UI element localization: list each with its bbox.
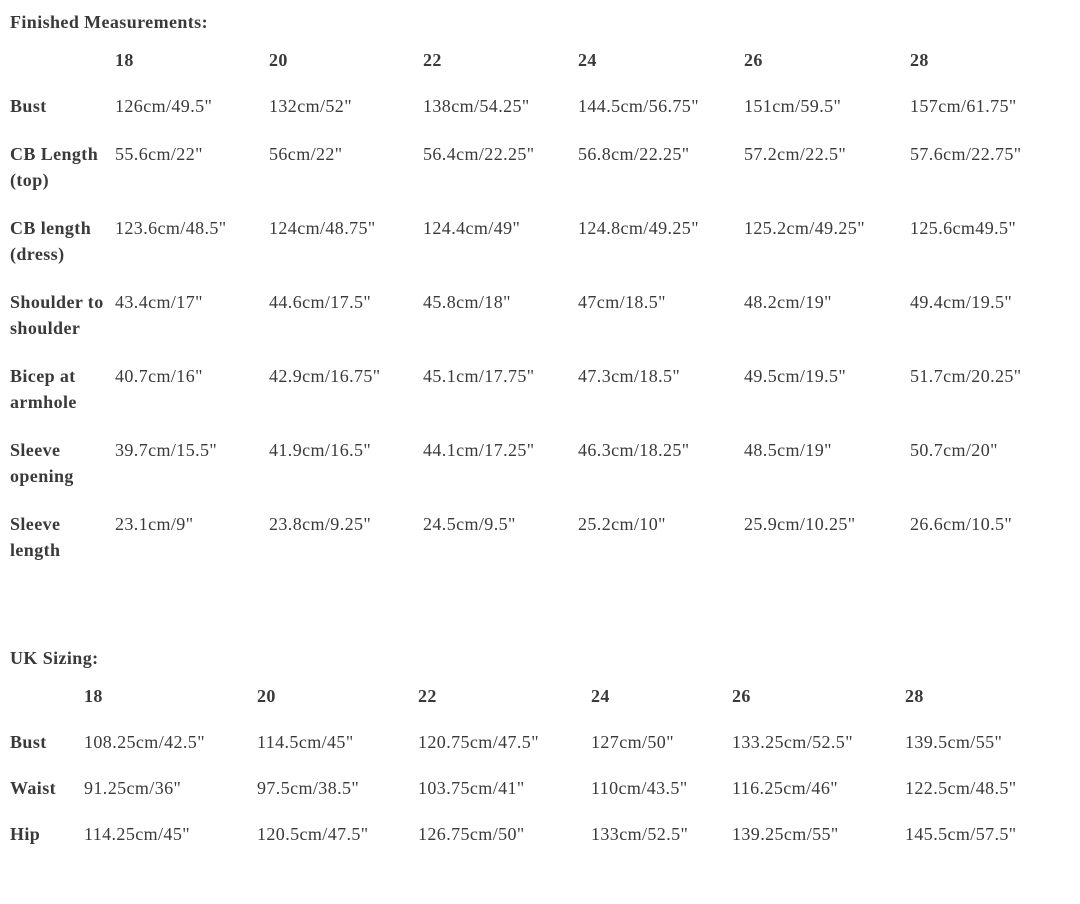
size-header: 20 <box>257 686 276 706</box>
table-row <box>10 141 1070 215</box>
measurement-cell: 144.5cm/56.75" <box>578 96 699 116</box>
size-header: 24 <box>591 686 610 706</box>
measurement-cell: 45.8cm/18" <box>423 292 511 312</box>
measurement-cell: 139.5cm/55" <box>905 732 1003 752</box>
measurement-cell: 145.5cm/57.5" <box>905 824 1017 844</box>
measurement-cell: 126cm/49.5" <box>115 96 213 116</box>
measurement-cell: 47cm/18.5" <box>578 292 666 312</box>
size-header: 22 <box>418 686 437 706</box>
row-label: Bicep at armhole <box>10 366 77 412</box>
measurement-cell: 125.2cm/49.25" <box>744 218 865 238</box>
table-row <box>10 775 1070 821</box>
measurement-cell: 126.75cm/50" <box>418 824 525 844</box>
row-label: Shoulder to shoulder <box>10 292 104 338</box>
measurement-cell: 127cm/50" <box>591 732 674 752</box>
measurement-cell: 157cm/61.75" <box>910 96 1017 116</box>
size-header: 18 <box>115 50 134 70</box>
measurement-cell: 97.5cm/38.5" <box>257 778 360 798</box>
size-header: 26 <box>732 686 751 706</box>
row-label: Bust <box>10 96 47 116</box>
measurement-cell: 49.4cm/19.5" <box>910 292 1013 312</box>
row-label: Waist <box>10 778 57 798</box>
measurement-cell: 56.8cm/22.25" <box>578 144 690 164</box>
table-row <box>10 511 1070 585</box>
measurement-cell: 41.9cm/16.5" <box>269 440 372 460</box>
row-label: CB Length (top) <box>10 144 99 190</box>
finished-measurements-heading: Finished Measurements: <box>10 12 208 32</box>
measurement-cell: 48.2cm/19" <box>744 292 832 312</box>
measurement-cell: 23.8cm/9.25" <box>269 514 372 534</box>
measurement-cell: 56.4cm/22.25" <box>423 144 535 164</box>
measurement-cell: 108.25cm/42.5" <box>84 732 205 752</box>
measurement-cell: 138cm/54.25" <box>423 96 530 116</box>
measurement-cell: 26.6cm/10.5" <box>910 514 1013 534</box>
size-header-row <box>10 47 1070 93</box>
measurement-cell: 44.1cm/17.25" <box>423 440 535 460</box>
corner-cell <box>10 47 115 93</box>
measurement-cell: 48.5cm/19" <box>744 440 832 460</box>
measurement-cell: 25.2cm/10" <box>578 514 666 534</box>
measurement-cell: 57.6cm/22.75" <box>910 144 1022 164</box>
size-header: 18 <box>84 686 103 706</box>
row-label: Hip <box>10 824 41 844</box>
table-row <box>10 821 1070 867</box>
measurement-cell: 49.5cm/19.5" <box>744 366 847 386</box>
measurement-cell: 24.5cm/9.5" <box>423 514 516 534</box>
table-row <box>10 437 1070 511</box>
measurement-cell: 91.25cm/36" <box>84 778 182 798</box>
table-row <box>10 289 1070 363</box>
measurement-cell: 56cm/22" <box>269 144 343 164</box>
measurement-cell: 47.3cm/18.5" <box>578 366 681 386</box>
row-label: Bust <box>10 732 47 752</box>
measurement-cell: 44.6cm/17.5" <box>269 292 372 312</box>
measurement-cell: 123.6cm/48.5" <box>115 218 227 238</box>
measurement-cell: 132cm/52" <box>269 96 352 116</box>
measurement-cell: 124.4cm/49" <box>423 218 521 238</box>
table-row <box>10 363 1070 437</box>
table-row <box>10 215 1070 289</box>
measurement-cell: 122.5cm/48.5" <box>905 778 1017 798</box>
measurement-cell: 133cm/52.5" <box>591 824 689 844</box>
size-header: 24 <box>578 50 597 70</box>
row-label: Sleeve opening <box>10 440 74 486</box>
measurement-cell: 43.4cm/17" <box>115 292 203 312</box>
measurement-cell: 110cm/43.5" <box>591 778 688 798</box>
table-row <box>10 93 1070 141</box>
size-header: 28 <box>910 50 929 70</box>
finished-measurements-table <box>10 47 1070 585</box>
measurement-cell: 25.9cm/10.25" <box>744 514 856 534</box>
corner-cell <box>10 683 84 729</box>
measurement-cell: 116.25cm/46" <box>732 778 838 798</box>
size-header: 22 <box>423 50 442 70</box>
measurement-cell: 124cm/48.75" <box>269 218 376 238</box>
measurement-cell: 124.8cm/49.25" <box>578 218 699 238</box>
measurement-cell: 103.75cm/41" <box>418 778 525 798</box>
size-header: 26 <box>744 50 763 70</box>
measurement-cell: 42.9cm/16.75" <box>269 366 381 386</box>
measurement-cell: 39.7cm/15.5" <box>115 440 218 460</box>
measurement-cell: 51.7cm/20.25" <box>910 366 1022 386</box>
row-label: CB length (dress) <box>10 218 92 264</box>
measurement-cell: 40.7cm/16" <box>115 366 203 386</box>
measurement-cell: 120.75cm/47.5" <box>418 732 539 752</box>
table-row <box>10 729 1070 775</box>
measurement-cell: 114.5cm/45" <box>257 732 354 752</box>
measurement-cell: 151cm/59.5" <box>744 96 842 116</box>
size-header-row <box>10 683 1070 729</box>
size-header: 28 <box>905 686 924 706</box>
row-label: Sleeve length <box>10 514 61 560</box>
measurement-cell: 114.25cm/45" <box>84 824 190 844</box>
measurement-cell: 133.25cm/52.5" <box>732 732 853 752</box>
measurement-cell: 46.3cm/18.25" <box>578 440 690 460</box>
measurement-cell: 120.5cm/47.5" <box>257 824 369 844</box>
measurement-cell: 57.2cm/22.5" <box>744 144 847 164</box>
measurement-cell: 23.1cm/9" <box>115 514 194 534</box>
uk-sizing-heading: UK Sizing: <box>10 648 99 668</box>
measurement-cell: 139.25cm/55" <box>732 824 839 844</box>
measurement-cell: 50.7cm/20" <box>910 440 998 460</box>
measurement-cell: 45.1cm/17.75" <box>423 366 535 386</box>
measurement-cell: 125.6cm49.5" <box>910 218 1017 238</box>
size-header: 20 <box>269 50 288 70</box>
uk-sizing-table <box>10 683 1070 867</box>
measurement-cell: 55.6cm/22" <box>115 144 203 164</box>
